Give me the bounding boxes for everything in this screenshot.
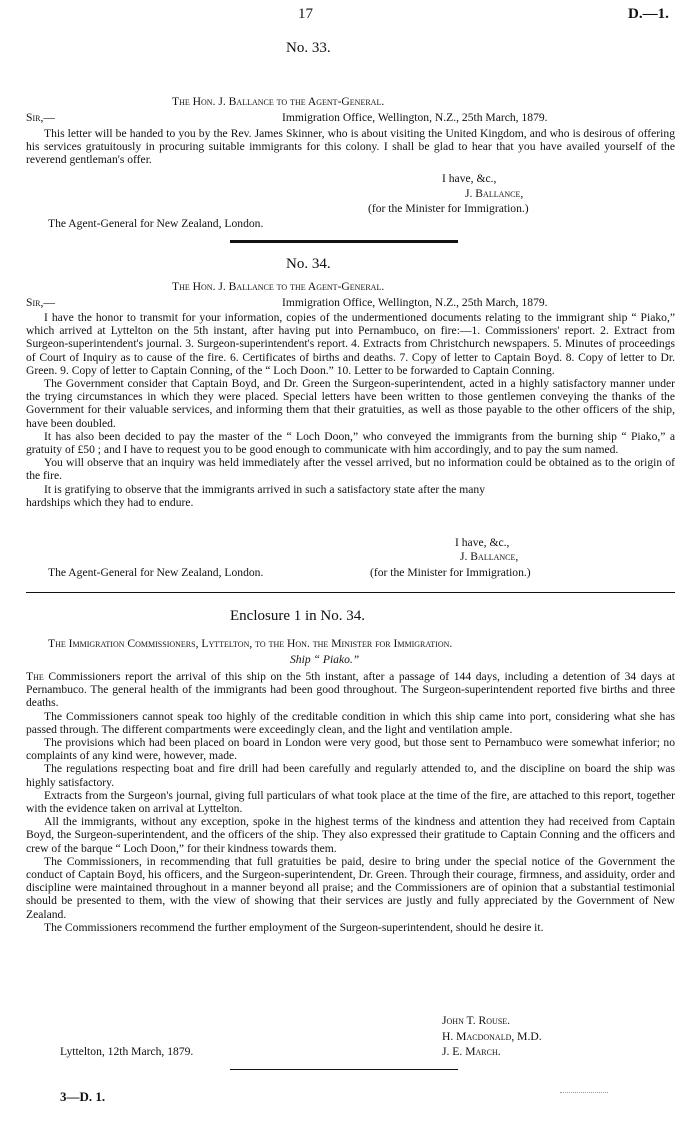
- letter-33-sign-note: (for the Minister for Immigration.): [368, 202, 529, 215]
- letter-33-number: No. 33.: [286, 40, 331, 56]
- signatory-name: H. Macdonald, M.D.: [442, 1030, 542, 1043]
- letter-34-salutation: Sir,—: [26, 296, 55, 309]
- enclosure-paragraph: The provisions which had been placed on board in London were very good, but those sent to Pernambuco were somewhat inferior; no complaints of any kind were, however, made.: [26, 736, 675, 763]
- section-divider: [230, 240, 458, 243]
- letter-34-paragraph: The Government consider that Captain Boyd, and Dr. Green the Surgeon-superintendent, acted in a highly satisfactory manner under the trying circumstances in which they were placed. Special letters have been written to those gentlemen conveying the thanks of the Government for their valuable services, and informing them that their gratuities, as well as those payable to the other officers of the ship, have been doubled.: [26, 377, 675, 430]
- letter-34-sign-note: (for the Minister for Immigration.): [370, 566, 531, 579]
- enclosure-paragraph: The Commissioners cannot speak too highly of the creditable condition in which this ship came into port, considering what she has passed through. The different compartments were exceedingly clean, and the light and ventilation ample.: [26, 709, 675, 736]
- letter-33-heading: The Hon. J. Ballance to the Agent-General.: [172, 95, 385, 108]
- enclosure-paragraph: All the immigrants, without any exception, spoke in the highest terms of the kindness and attention they had received from Captain Boyd, the Surgeon-superintendent, and the officers of the ship. They also expressed their gratitude to Captain Conning and the officers and crew of the barque “ Loch Doon,” for their kindness towards them.: [26, 815, 675, 855]
- letter-34-addressee: The Agent-General for New Zealand, London.: [48, 566, 264, 579]
- enclosure-title: Enclosure 1 in No. 34.: [230, 608, 365, 624]
- letter-33-salutation: Sir,—: [26, 111, 55, 124]
- letter-33-addressee: The Agent-General for New Zealand, London.: [48, 217, 264, 230]
- enclosure-paragraph: The Commissioners report the arrival of this ship on the 5th instant, after a passage of 144 days, including a detention of 34 days at Pernambuco. The general health of the immigrants had been good throughout. The Surgeon-superintendent reported five births and three deaths.: [26, 670, 675, 710]
- enclosure-paragraph: The Commissioners, in recommending that full gratuities be paid, desire to bring under the special notice of the Government the conduct of Captain Boyd, his officers, and the Surgeon-superintendent, Dr. Green. Through their courage, firmness, and assiduity, order and discipline were maintained throughout in a manner beyond all praise; and the Commissioners are of opinion that a substantial testimonial should be presented to them, with the view of showing that their services are justly and fully appreciated by the Government of New Zealand.: [26, 854, 675, 921]
- enclosure-paragraph: The regulations respecting boat and fire drill had been carefully and regularly attended to, and the discipline on board the ship was highly satisfactory.: [26, 762, 675, 789]
- signatory-name: J. E. March.: [442, 1045, 501, 1058]
- page-number: 17: [298, 6, 313, 22]
- document-reference: D.—1.: [628, 6, 669, 22]
- signatory-name: John T. Rouse.: [442, 1014, 511, 1027]
- letter-34-signature: J. Ballance,: [460, 550, 519, 563]
- letter-33-place-date: Immigration Office, Wellington, N.Z., 25th March, 1879.: [282, 111, 548, 124]
- letter-34-number: No. 34.: [286, 256, 331, 272]
- enclosure-heading: The Immigration Commissioners, Lyttelton, to the Hon. the Minister for Immigration.: [48, 637, 453, 650]
- letter-34-paragraph: I have the honor to transmit for your information, copies of the undermentioned documents relating to the immigrant ship “ Piako,” which arrived at Lyttelton on the 5th instant, after having put into Pernambuco, on fire:—1. Commissioners' report. 2. Extract from Surgeon-superintendent's journal. 3. Surgeon-superintendent's report. 4. Extracts from Christchurch newspapers. 5. Minutes of proceedings of Court of Inquiry as to cause of the fire. 6. Certificates of births and deaths. 7. Copy of letter to Captain Boyd. 8. Copy of letter to Dr. Green. 9. Copy of letter to Captain Conning, of the “ Loch Doon.” 10. Letter to be forwarded to Captain Conning.: [26, 311, 675, 377]
- footer-rule: [230, 1069, 458, 1070]
- enclosure-subheading: Ship “ Piako.”: [290, 653, 360, 666]
- section-divider: [26, 592, 675, 593]
- letter-34-paragraph: It has also been decided to pay the master of the “ Loch Doon,” who conveyed the immigrants from the burning ship “ Piako,” a gratuity of £50 ; and I have to request you to be good enough to communicate with him accordingly, and to pay the sum named.: [26, 429, 675, 457]
- letter-33-closing: I have, &c.,: [442, 172, 497, 185]
- letter-34-place-date: Immigration Office, Wellington, N.Z., 25th March, 1879.: [282, 296, 548, 309]
- letter-34-paragraph: It is gratifying to observe that the immigrants arrived in such a satisfactory state after the many hardships which they had to endure.: [26, 482, 485, 509]
- enclosure-paragraph: The Commissioners recommend the further employment of the Surgeon-superintendent, should he desire it.: [44, 920, 544, 934]
- letter-33-signature: J. Ballance,: [465, 187, 524, 200]
- printer-mark: [560, 1092, 608, 1093]
- sheet-mark: 3—D. 1.: [60, 1089, 106, 1104]
- enclosure-lead-word: The: [26, 670, 44, 683]
- letter-33-body: This letter will be handed to you by the Rev. James Skinner, who is about visiting the United Kingdom, and who is desirous of offering his services gratuitously in procuring suitable immigrants for this colony. I shall be glad to hear that you have availed yourself of the reverend gentleman's offer.: [26, 127, 675, 167]
- letter-34-closing: I have, &c.,: [455, 536, 510, 549]
- letter-34-heading: The Hon. J. Ballance to the Agent-General.: [172, 280, 385, 293]
- enclosure-paragraph: Extracts from the Surgeon's journal, giving full particulars of what took place at the time of the fire, are attached to this report, together with the evidence taken on arrival at Lyttelton.: [26, 788, 675, 816]
- enclosure-place-date: Lyttelton, 12th March, 1879.: [60, 1045, 194, 1058]
- letter-34-paragraph: You will observe that an inquiry was held immediately after the vessel arrived, but no information could be obtained as to the origin of the fire.: [26, 456, 675, 483]
